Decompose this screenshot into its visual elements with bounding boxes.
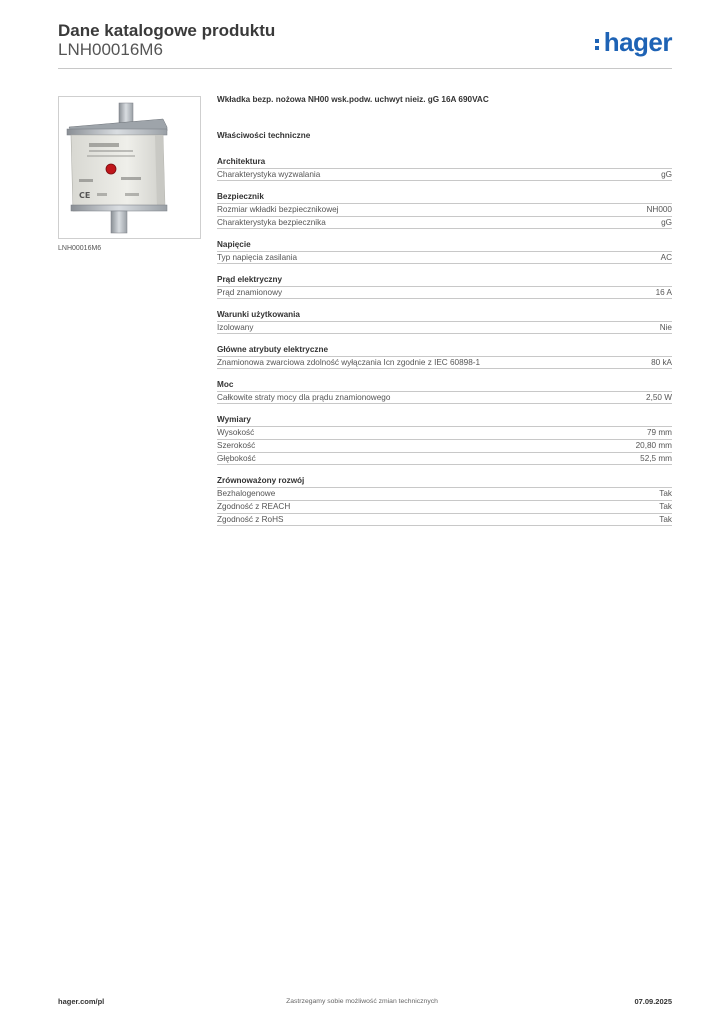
property-value: gG bbox=[661, 217, 672, 227]
property-group bbox=[217, 474, 672, 526]
property-label: Izolowany bbox=[217, 322, 254, 332]
product-code: LNH00016M6 bbox=[58, 40, 163, 59]
property-label: Szerokość bbox=[217, 441, 256, 450]
property-row bbox=[217, 286, 672, 299]
property-group bbox=[217, 343, 672, 369]
property-value: 20,80 mm bbox=[635, 441, 672, 450]
property-row bbox=[217, 203, 672, 216]
property-row bbox=[217, 513, 672, 526]
property-value: 79 mm bbox=[646, 428, 672, 437]
product-name: Wkładka bezp. nożowa NH00 wsk.podw. uchwyt nieiz. gG 16A 690VAC bbox=[217, 95, 489, 104]
footer-url[interactable]: hager.com/pl bbox=[58, 997, 105, 1006]
property-row bbox=[217, 168, 672, 181]
hager-logo[interactable] bbox=[594, 27, 672, 57]
group-title: Warunki użytkowania bbox=[217, 310, 300, 319]
property-row bbox=[217, 452, 672, 465]
page-title: Dane katalogowe produktu bbox=[58, 21, 276, 40]
footer-date: 07.09.2025 bbox=[634, 997, 672, 1006]
property-value: Tak bbox=[659, 514, 672, 524]
group-rows bbox=[217, 426, 672, 465]
property-value: 2,50 W bbox=[646, 392, 672, 402]
property-label: Znamionowa zwarciowa zdolność wyłączania Icn zgodnie z IEC 60898-1 bbox=[217, 357, 481, 367]
group-title: Architektura bbox=[217, 157, 266, 166]
property-label: Wysokość bbox=[217, 428, 255, 437]
header-divider bbox=[58, 68, 672, 69]
property-row bbox=[217, 439, 672, 452]
footer-notice: Zastrzegamy sobie możliwość zmian technicznych bbox=[286, 998, 438, 1005]
property-group bbox=[217, 308, 672, 334]
logo-text: hager bbox=[603, 27, 672, 57]
fuse-link-icon bbox=[59, 97, 200, 238]
group-rows bbox=[217, 286, 672, 299]
logo-colon-mark bbox=[594, 31, 602, 53]
property-value: 16 A bbox=[655, 287, 672, 297]
property-label: Charakterystyka bezpiecznika bbox=[217, 217, 326, 227]
property-group bbox=[217, 190, 672, 229]
group-rows bbox=[217, 356, 672, 369]
property-value: Tak bbox=[659, 489, 672, 498]
group-rows bbox=[217, 251, 672, 264]
property-group bbox=[217, 378, 672, 404]
property-value: 80 kA bbox=[651, 357, 672, 367]
property-label: Prąd znamionowy bbox=[217, 287, 283, 297]
property-row bbox=[217, 216, 672, 229]
property-value: gG bbox=[661, 169, 672, 179]
property-group bbox=[217, 413, 672, 465]
property-row bbox=[217, 251, 672, 264]
property-value: Tak bbox=[659, 502, 672, 511]
property-label: Charakterystyka wyzwalania bbox=[217, 169, 321, 179]
property-groups bbox=[217, 155, 672, 526]
property-label: Całkowite straty mocy dla prądu znamionowego bbox=[217, 392, 391, 402]
group-title: Wymiary bbox=[217, 415, 251, 424]
property-row bbox=[217, 487, 672, 500]
property-label: Zgodność z RoHS bbox=[217, 514, 284, 524]
group-title: Moc bbox=[217, 380, 234, 389]
property-label: Głębokość bbox=[217, 453, 256, 463]
properties-title: Właściwości techniczne bbox=[217, 131, 311, 140]
property-value: 52,5 mm bbox=[640, 453, 672, 463]
property-group bbox=[217, 273, 672, 299]
property-value: AC bbox=[660, 252, 672, 262]
product-details bbox=[217, 94, 672, 535]
group-title: Napięcie bbox=[217, 240, 251, 249]
group-title: Bezpiecznik bbox=[217, 192, 264, 201]
property-label: Typ napięcia zasilania bbox=[217, 252, 298, 262]
property-value: NH000 bbox=[646, 205, 672, 214]
property-row bbox=[217, 500, 672, 513]
group-rows bbox=[217, 168, 672, 181]
property-value: Nie bbox=[659, 322, 672, 332]
property-label: Bezhalogenowe bbox=[217, 489, 276, 498]
svg-text:CE: CE bbox=[79, 191, 91, 200]
property-row bbox=[217, 391, 672, 404]
property-label: Zgodność z REACH bbox=[217, 502, 291, 511]
group-title: Zrównoważony rozwój bbox=[217, 476, 305, 485]
property-row bbox=[217, 321, 672, 334]
property-group bbox=[217, 155, 672, 181]
property-label: Rozmiar wkładki bezpiecznikowej bbox=[217, 205, 339, 214]
group-rows bbox=[217, 321, 672, 334]
image-caption: LNH00016M6 bbox=[58, 245, 102, 252]
group-title: Główne atrybuty elektryczne bbox=[217, 345, 329, 354]
group-rows bbox=[217, 391, 672, 404]
property-group bbox=[217, 238, 672, 264]
group-rows bbox=[217, 487, 672, 526]
property-row bbox=[217, 426, 672, 439]
product-image bbox=[58, 96, 201, 239]
group-title: Prąd elektryczny bbox=[217, 275, 283, 284]
group-rows bbox=[217, 203, 672, 229]
property-row bbox=[217, 356, 672, 369]
